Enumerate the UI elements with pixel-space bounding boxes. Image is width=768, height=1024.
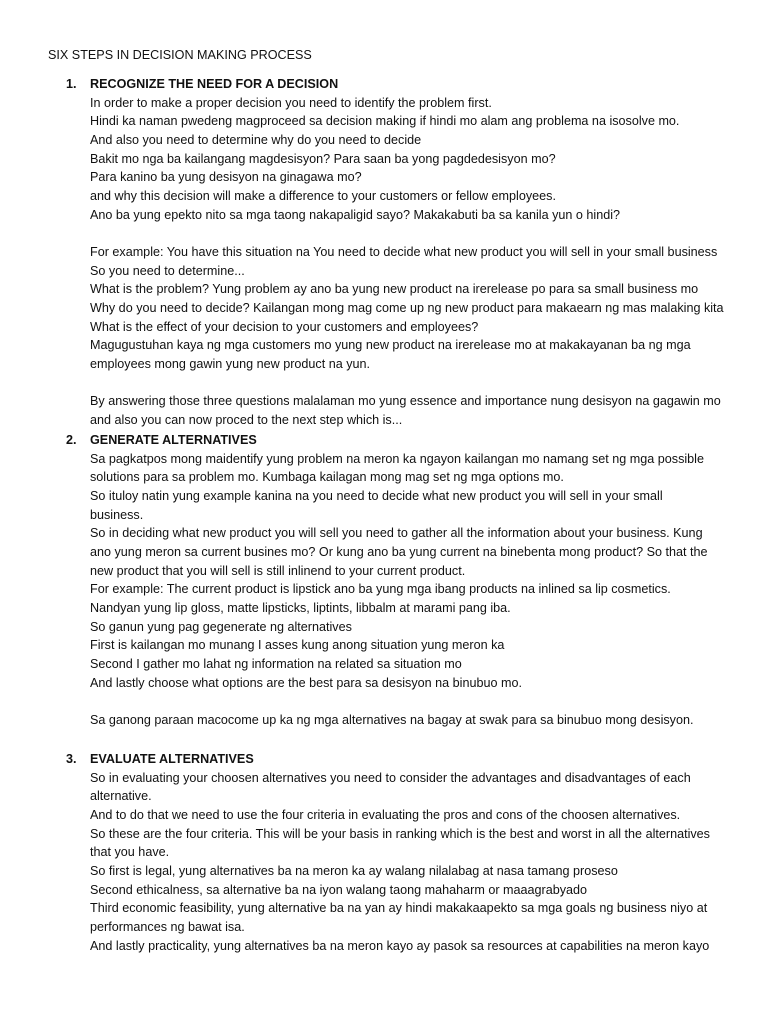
section-heading: RECOGNIZE THE NEED FOR A DECISION (90, 77, 339, 91)
body-line: Nandyan yung lip gloss, matte lipsticks, liptints, libbalm at marami pang iba. (90, 600, 511, 615)
body-line: So these are the four criteria. This will be your basis in ranking which is the best and worst in all the alternatives (90, 826, 710, 841)
body-line: Ano ba yung epekto nito sa mga taong nakapaligid sayo? Makakabuti ba sa kanila yun o hindi? (90, 207, 621, 222)
body-line: So in evaluating your choosen alternatives you need to consider the advantages and disadvantages of each (90, 770, 691, 785)
body-line: First is kailangan mo munang I asses kung anong situation yung meron ka (90, 638, 505, 653)
body-line: So in deciding what new product you will sell you need to gather all the information about your business. Kung (90, 526, 703, 541)
body-line: So first is legal, yung alternatives ba na meron ka ay walang nilalabag at nasa tamang proseso (90, 863, 618, 878)
body-line: For example: The current product is lipstick ano ba yung mga ibang products na inlined sa lip cosmetics. (90, 582, 671, 597)
body-line: Second ethicalness, sa alternative ba na iyon walang taong mahaharm or maaagrabyado (90, 882, 588, 897)
body-line (90, 692, 726, 711)
body-line: alternative. (90, 789, 152, 804)
section-number: 1. (66, 77, 77, 91)
body-line: solutions para sa problem mo. Kumbaga kailagan mong mag set ng mga options mo. (90, 470, 564, 485)
document-title: SIX STEPS IN DECISION MAKING PROCESS (48, 48, 312, 62)
body-line: What is the problem? Yung problem ay ano ba yung new product na irerelease po para sa small business mo (90, 282, 699, 297)
body-line: Bakit mo nga ba kailangang magdesisyon? Para saan ba yong pagdedesisyon mo? (90, 151, 556, 166)
section-number: 2. (66, 433, 77, 447)
body-line: And to do that we need to use the four criteria in evaluating the pros and cons of the choosen alternatives. (90, 807, 681, 822)
body-line: In order to make a proper decision you need to identify the problem first. (90, 95, 492, 110)
section-body (90, 450, 726, 730)
body-line: So ituloy natin yung example kanina na you need to decide what new product you will sell in your small (90, 488, 663, 503)
section-heading: GENERATE ALTERNATIVES (90, 433, 257, 447)
body-line: So you need to determine... (90, 263, 245, 278)
body-line: Para kanino ba yung desisyon na ginagawa mo? (90, 170, 362, 185)
section-heading-row (66, 75, 726, 94)
section-heading: EVALUATE ALTERNATIVES (90, 752, 254, 766)
body-line: that you have. (90, 845, 170, 860)
section-body (90, 94, 726, 430)
body-line: performances ng bawat isa. (90, 919, 245, 934)
body-line: ano yung meron sa current busines mo? Or kung ano ba yung current na binebenta mong product? So that the (90, 544, 708, 559)
body-line: employees mong gawin yung new product na yun. (90, 356, 371, 371)
body-line: Third economic feasibility, yung alternative ba na yan ay hindi makakaapekto sa mga goals ng business niyo at (90, 901, 708, 916)
body-line: new product that you will sell is still inlinend to your current product. (90, 563, 466, 578)
body-line: Magugustuhan kaya ng mga customers mo yung new product na irerelease mo at makakayanan ba ng mga (90, 338, 691, 353)
section-generate-alternatives (66, 431, 726, 730)
body-line: And also you need to determine why do you need to decide (90, 132, 422, 147)
body-line: Sa ganong paraan macocome up ka ng mga alternatives na bagay at swak para sa binubuo mong desisyon. (90, 712, 694, 727)
body-line: So ganun yung pag gegenerate ng alternatives (90, 619, 352, 634)
section-number: 3. (66, 752, 77, 766)
body-line: And lastly choose what options are the best para sa desisyon na binubuo mo. (90, 675, 522, 690)
body-line: Why do you need to decide? Kailangan mong mag come up ng new product para makaearn ng mas malaking kita (90, 300, 724, 315)
body-line (90, 374, 726, 393)
body-line: What is the effect of your decision to your customers and employees? (90, 319, 479, 334)
body-line: and why this decision will make a difference to your customers or fellow employees. (90, 188, 556, 203)
body-line: For example: You have this situation na You need to decide what new product you will sell in your small business (90, 244, 718, 259)
body-line: By answering those three questions malalaman mo yung essence and importance nung desisyon na gagawin mo (90, 394, 721, 409)
section-heading-row (66, 750, 726, 769)
body-line (90, 224, 726, 243)
body-line: Hindi ka naman pwedeng magproceed sa decision making if hindi mo alam ang problema na isosolve mo. (90, 114, 680, 129)
body-line: business. (90, 507, 144, 522)
body-line: And lastly practicality, yung alternatives ba na meron kayo ay pasok sa resources at capabilities na meron kayo (90, 938, 710, 953)
body-line: Second I gather mo lahat ng information na related sa situation mo (90, 656, 462, 671)
body-line: Sa pagkatpos mong maidentify yung problem na meron ka ngayon kailangan mo namang set ng mga possible (90, 451, 704, 466)
section-heading-row (66, 431, 726, 450)
section-body (90, 769, 726, 956)
body-line: and also you can now proced to the next step which is... (90, 412, 403, 427)
section-recognize-need (66, 75, 726, 429)
section-evaluate-alternatives (66, 750, 726, 955)
